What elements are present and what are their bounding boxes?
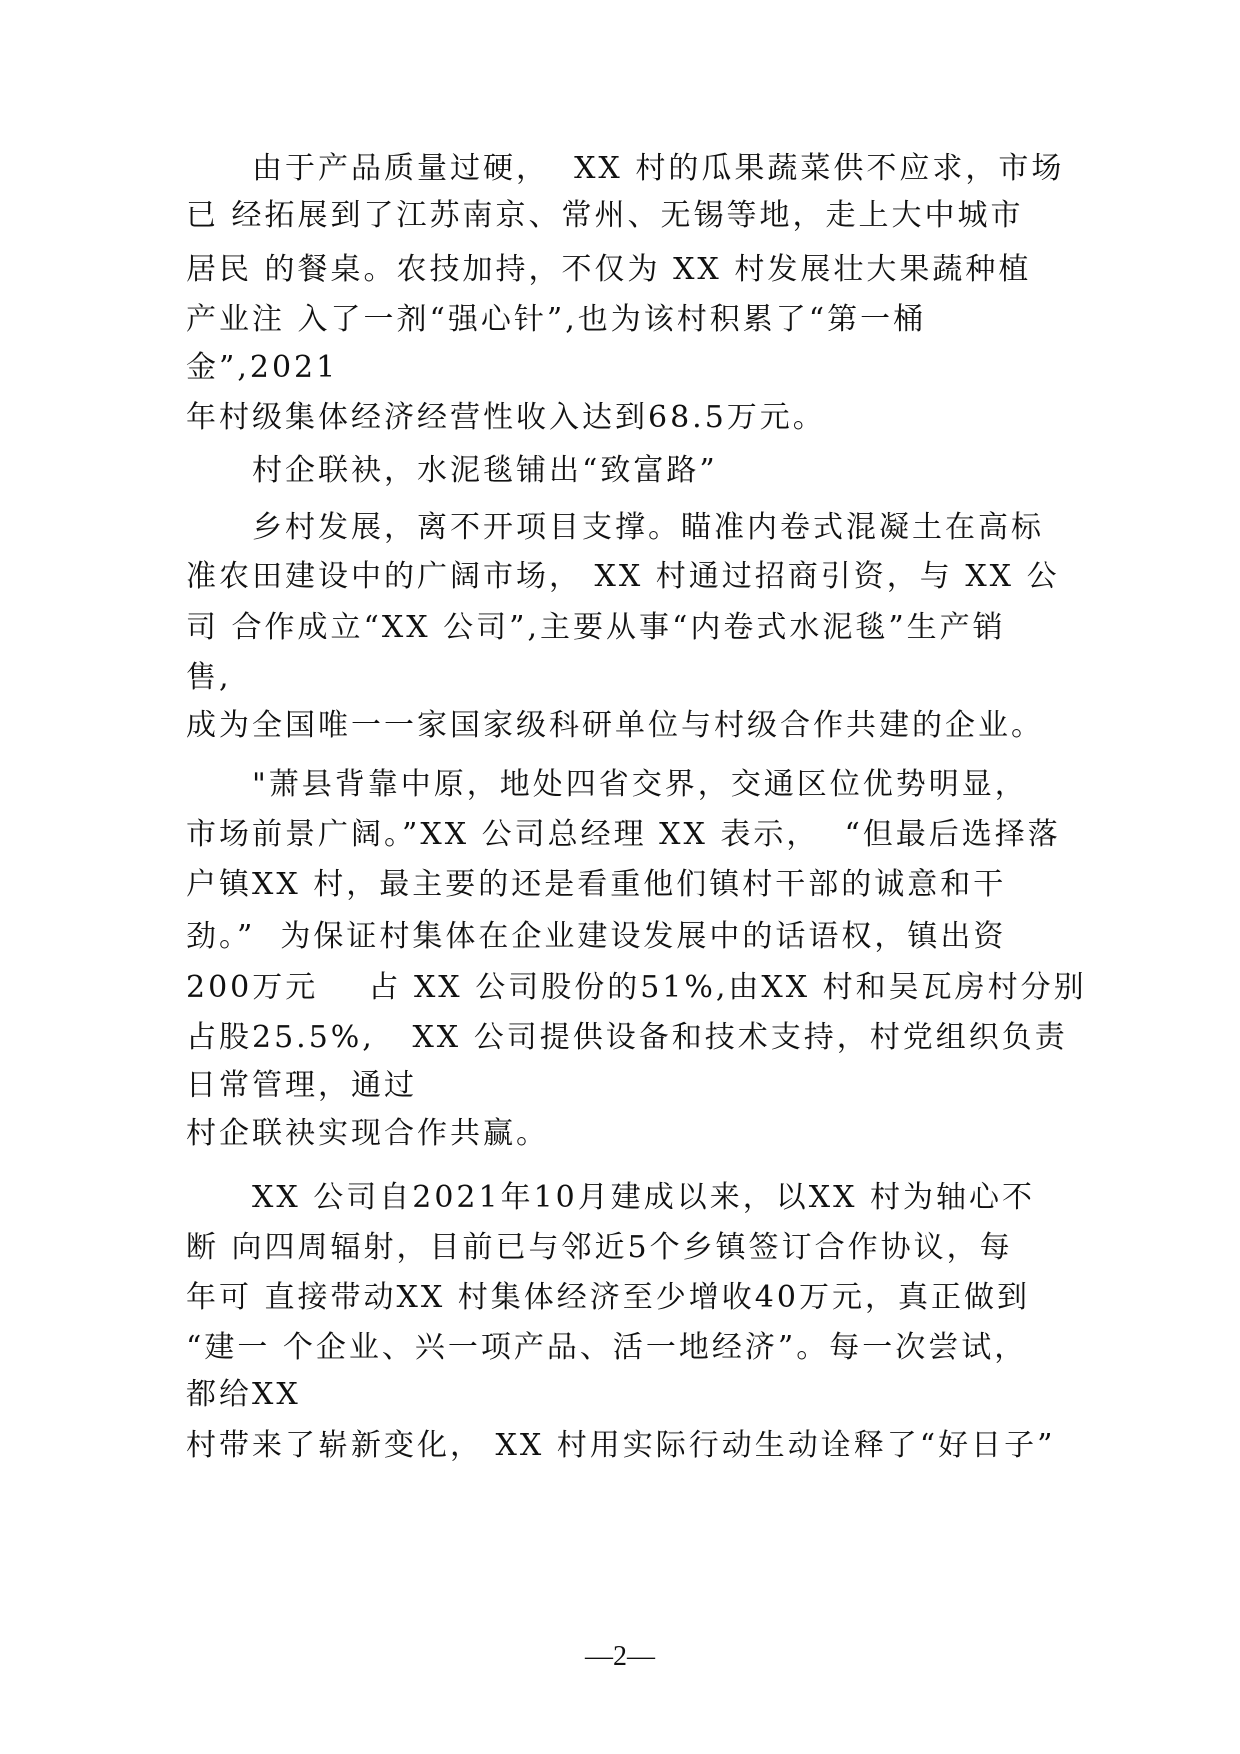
text-line-18: 占股25.5%, XX 公司提供设备和技术支持，村党组织负责	[186, 1020, 1068, 1055]
text-line-1: 由于产品质量过硬， XX 村的瓜果蔬菜供不应求，市场	[186, 151, 1065, 186]
text-line-26: 村带来了崭新变化， XX 村用实际行动生动诠释了“好日子”	[186, 1428, 1056, 1463]
text-line-9: 准农田建设中的广阔市场， XX 村通过招商引资，与 XX 公	[186, 559, 1060, 594]
text-line-12: 成为全国唯一一家国家级科研单位与村级合作共建的企业。	[186, 708, 1044, 743]
text-line-16: 劲。” 为保证村集体在企业建设发展中的话语权，镇出资	[186, 919, 1007, 954]
text-line-8: 乡村发展，离不开项目支撑。瞄准内卷式混凝土在高标	[186, 510, 1044, 545]
text-line-11: 售,	[186, 660, 232, 695]
text-line-23: 年可 直接带动XX 村集体经济至少增收40万元，真正做到	[186, 1280, 1030, 1315]
page-number: —2—	[585, 1641, 655, 1672]
text-line-17: 200万元 占 XX 公司股份的51%,由XX 村和吴瓦房村分别	[186, 970, 1087, 1005]
text-line-14: 市场前景广阔。”XX 公司总经理 XX 表示， “但最后选择落	[186, 817, 1061, 852]
text-line-5: 金”,2021	[186, 350, 339, 385]
text-line-3: 居民 的餐桌。农技加持，不仅为 XX 村发展壮大果蔬种植	[186, 252, 1032, 287]
text-line-22: 断 向四周辐射，目前已与邻近5个乡镇签订合作协议，每	[186, 1230, 1013, 1265]
text-line-25: 都给XX	[186, 1377, 301, 1412]
text-line-13: "萧县背靠中原，地处四省交界，交通区位优势明显，	[186, 767, 1028, 802]
text-line-20: 村企联袂实现合作共赢。	[186, 1116, 549, 1151]
text-line-10: 司 合作成立“XX 公司”,主要从事“内卷式水泥毯”生产销	[186, 610, 1006, 645]
text-line-4: 产业注 入了一剂“强心针”,也为该村积累了“第一桶	[186, 302, 927, 337]
section-heading: 村企联袂，水泥毯铺出“致富路”	[186, 453, 718, 488]
text-line-15: 户镇XX 村，最主要的还是看重他们镇村干部的诚意和干	[186, 867, 1007, 902]
text-line-24: “建一 个企业、兴一项产品、活一地经济”。每一次尝试，	[186, 1330, 1028, 1365]
text-line-6: 年村级集体经济经营性收入达到68.5万元。	[186, 400, 826, 435]
text-line-2: 已 经拓展到了江苏南京、常州、无锡等地，走上大中城市	[186, 198, 1024, 233]
text-line-21: XX 公司自2021年10月建成以来，以XX 村为轴心不	[186, 1180, 1036, 1215]
text-line-19: 日常管理，通过	[186, 1068, 417, 1103]
